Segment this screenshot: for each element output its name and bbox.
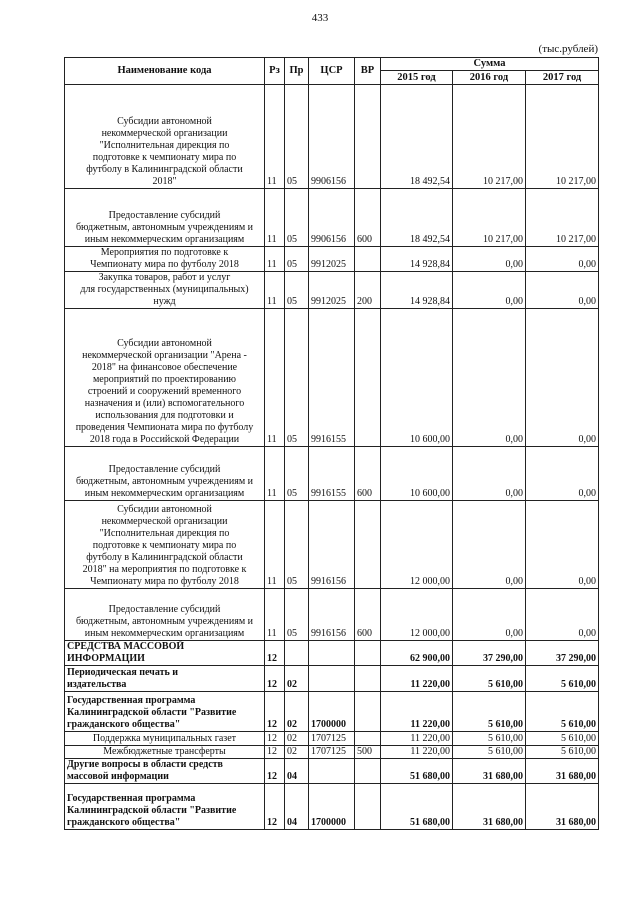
cell-rz: 12	[265, 641, 285, 666]
row-name	[65, 501, 265, 589]
cell-csr: 1707125	[309, 732, 355, 746]
table-row	[65, 189, 599, 247]
table-row	[65, 746, 599, 759]
row-name-line: некоммерческой организации "Арена -	[82, 350, 247, 361]
table-row	[65, 247, 599, 272]
row-name	[65, 784, 265, 830]
row-name-line: футболу в Калининградской области	[86, 164, 243, 175]
header-2016: 2016 год	[453, 71, 526, 85]
row-name-line: футболу в Калининградской области	[86, 552, 243, 563]
cell-y2017: 10 217,00	[526, 189, 599, 247]
cell-vr	[355, 501, 381, 589]
row-name-line: Закупка товаров, работ и услуг	[98, 272, 231, 283]
cell-pr: 02	[285, 746, 309, 759]
units-note: (тыс.рублей)	[538, 43, 598, 55]
row-name-line: Периодическая печать и	[67, 667, 179, 678]
cell-y2015: 11 220,00	[381, 746, 453, 759]
cell-pr: 05	[285, 85, 309, 189]
row-name-line: Чемпионату мира по футболу 2018	[90, 259, 239, 270]
cell-vr	[355, 732, 381, 746]
cell-y2017: 0,00	[526, 589, 599, 641]
cell-y2016: 5 610,00	[453, 732, 526, 746]
row-name	[65, 309, 265, 447]
cell-y2016: 0,00	[453, 447, 526, 501]
row-name-line: иным некоммерческим организациям	[84, 488, 245, 499]
row-name-line: мероприятий по проектированию	[92, 374, 237, 385]
cell-y2017: 0,00	[526, 447, 599, 501]
table-row	[65, 501, 599, 589]
row-name-line: ИНФОРМАЦИИ	[67, 653, 145, 664]
cell-pr	[285, 641, 309, 666]
row-name-line: некоммерческой организации	[101, 128, 228, 139]
cell-y2017: 0,00	[526, 272, 599, 309]
table-row	[65, 732, 599, 746]
cell-y2015: 18 492,54	[381, 189, 453, 247]
cell-y2017: 5 610,00	[526, 692, 599, 732]
cell-y2015: 14 928,84	[381, 247, 453, 272]
cell-y2015: 11 220,00	[381, 732, 453, 746]
cell-y2016: 0,00	[453, 309, 526, 447]
row-name-line: Государственная программа	[67, 695, 196, 706]
row-name-line: Субсидии автономной	[117, 116, 212, 127]
cell-csr: 9912025	[309, 272, 355, 309]
table-row	[65, 85, 599, 189]
row-name-line: Предоставление субсидий	[108, 604, 221, 615]
cell-pr: 02	[285, 732, 309, 746]
row-name-line: иным некоммерческим организациям	[84, 628, 245, 639]
header-vr: ВР	[355, 58, 381, 85]
row-name-line: Калининградской области "Развитие	[67, 707, 237, 718]
cell-rz: 11	[265, 189, 285, 247]
header-2015: 2015 год	[381, 71, 453, 85]
row-name-line: издательства	[67, 679, 127, 690]
cell-y2015: 62 900,00	[381, 641, 453, 666]
row-name-line: строений и сооружений временного	[87, 386, 242, 397]
header-name: Наименование кода	[65, 58, 265, 85]
row-name-line: подготовке к чемпионату мира по	[92, 540, 237, 551]
cell-csr: 9916155	[309, 447, 355, 501]
row-name-line: Мероприятия по подготовке к	[100, 247, 229, 258]
cell-pr: 02	[285, 666, 309, 692]
cell-rz: 11	[265, 247, 285, 272]
cell-pr: 05	[285, 589, 309, 641]
cell-vr	[355, 759, 381, 784]
cell-pr: 05	[285, 272, 309, 309]
row-name	[65, 746, 265, 759]
cell-rz: 12	[265, 784, 285, 830]
row-name-line: использования для подготовки и	[95, 410, 234, 421]
row-name-line: массовой информации	[67, 771, 169, 782]
cell-pr: 05	[285, 447, 309, 501]
cell-y2016: 10 217,00	[453, 85, 526, 189]
cell-y2016: 10 217,00	[453, 189, 526, 247]
cell-y2016: 5 610,00	[453, 746, 526, 759]
cell-vr	[355, 85, 381, 189]
cell-vr	[355, 784, 381, 830]
cell-csr: 9912025	[309, 247, 355, 272]
row-name-line: "Исполнительная дирекция по	[99, 140, 230, 151]
cell-pr: 05	[285, 189, 309, 247]
row-name-line: подготовке к чемпионату мира по	[92, 152, 237, 163]
table-row	[65, 759, 599, 784]
cell-y2015: 11 220,00	[381, 666, 453, 692]
cell-vr	[355, 309, 381, 447]
header-pr: Пр	[285, 58, 309, 85]
row-name	[65, 666, 265, 692]
row-name-line: Предоставление субсидий	[108, 210, 221, 221]
row-name-line: бюджетным, автономным учреждениям и	[75, 476, 254, 487]
cell-rz: 11	[265, 272, 285, 309]
cell-vr: 600	[355, 447, 381, 501]
cell-y2015: 14 928,84	[381, 272, 453, 309]
row-name-line: 2018" на финансовое обеспечение	[91, 362, 238, 373]
header-2017: 2017 год	[526, 71, 599, 85]
row-name-line: гражданского общества"	[67, 719, 181, 730]
row-name-line: Калининградской области "Развитие	[67, 805, 237, 816]
cell-vr	[355, 641, 381, 666]
row-name-line: гражданского общества"	[67, 817, 181, 828]
row-name-line: Чемпионату мира по футболу 2018	[90, 576, 239, 587]
cell-y2017: 31 680,00	[526, 759, 599, 784]
cell-y2016: 0,00	[453, 501, 526, 589]
cell-vr	[355, 692, 381, 732]
row-name	[65, 759, 265, 784]
table-row	[65, 641, 599, 666]
table-row	[65, 589, 599, 641]
row-name-line: Другие вопросы в области средств	[67, 759, 223, 770]
cell-pr: 04	[285, 759, 309, 784]
cell-csr: 9906156	[309, 189, 355, 247]
cell-y2015: 10 600,00	[381, 309, 453, 447]
table-row	[65, 692, 599, 732]
row-name-line: назначения и (или) вспомогательного	[84, 398, 245, 409]
cell-y2016: 0,00	[453, 272, 526, 309]
cell-y2015: 11 220,00	[381, 692, 453, 732]
row-name	[65, 85, 265, 189]
budget-table	[64, 57, 599, 830]
cell-y2017: 0,00	[526, 309, 599, 447]
cell-y2016: 5 610,00	[453, 666, 526, 692]
table-row	[65, 309, 599, 447]
cell-y2016: 0,00	[453, 589, 526, 641]
cell-y2015: 18 492,54	[381, 85, 453, 189]
cell-y2017: 5 610,00	[526, 666, 599, 692]
cell-y2017: 5 610,00	[526, 732, 599, 746]
header-sum: Сумма	[381, 58, 599, 71]
cell-csr	[309, 759, 355, 784]
cell-vr	[355, 666, 381, 692]
cell-y2015: 51 680,00	[381, 784, 453, 830]
cell-y2015: 51 680,00	[381, 759, 453, 784]
table-row	[65, 447, 599, 501]
cell-rz: 11	[265, 447, 285, 501]
cell-rz: 11	[265, 309, 285, 447]
cell-pr: 05	[285, 247, 309, 272]
row-name-line: 2018"	[152, 176, 177, 187]
cell-csr	[309, 666, 355, 692]
cell-csr: 9916156	[309, 589, 355, 641]
cell-pr: 05	[285, 309, 309, 447]
row-name-line: Субсидии автономной	[117, 338, 212, 349]
row-name	[65, 732, 265, 746]
table-row	[65, 666, 599, 692]
cell-csr	[309, 641, 355, 666]
header-csr: ЦСР	[309, 58, 355, 85]
row-name-line: 2018" на мероприятия по подготовке к	[82, 564, 247, 575]
row-name-line: иным некоммерческим организациям	[84, 234, 245, 245]
cell-y2017: 10 217,00	[526, 85, 599, 189]
row-name-line: Субсидии автономной	[117, 504, 212, 515]
cell-csr: 9906156	[309, 85, 355, 189]
row-name-line: Предоставление субсидий	[108, 464, 221, 475]
row-name	[65, 447, 265, 501]
page-number: 433	[311, 12, 329, 24]
cell-y2017: 0,00	[526, 247, 599, 272]
row-name-line: СРЕДСТВА МАССОВОЙ	[67, 641, 185, 652]
row-name-line: Государственная программа	[67, 793, 196, 804]
cell-rz: 11	[265, 589, 285, 641]
row-name	[65, 692, 265, 732]
cell-csr: 9916155	[309, 309, 355, 447]
cell-rz: 12	[265, 666, 285, 692]
cell-rz: 11	[265, 501, 285, 589]
cell-rz: 12	[265, 759, 285, 784]
row-name-line: 2018 года в Российской Федерации	[89, 434, 240, 445]
cell-csr: 1700000	[309, 692, 355, 732]
cell-y2016: 5 610,00	[453, 692, 526, 732]
cell-vr: 500	[355, 746, 381, 759]
row-name-line: для государственных (муниципальных)	[80, 284, 249, 295]
cell-y2017: 31 680,00	[526, 784, 599, 830]
cell-y2016: 31 680,00	[453, 759, 526, 784]
table-row	[65, 272, 599, 309]
row-name-line: Поддержка муниципальных газет	[92, 733, 237, 744]
cell-y2015: 10 600,00	[381, 447, 453, 501]
cell-y2015: 12 000,00	[381, 501, 453, 589]
cell-vr: 200	[355, 272, 381, 309]
row-name-line: Межбюджетные трансферты	[103, 746, 226, 757]
cell-y2016: 31 680,00	[453, 784, 526, 830]
row-name-line: бюджетным, автономным учреждениям и	[75, 616, 254, 627]
cell-csr: 1700000	[309, 784, 355, 830]
cell-csr: 9916156	[309, 501, 355, 589]
cell-pr: 02	[285, 692, 309, 732]
header-rz: Рз	[265, 58, 285, 85]
cell-vr: 600	[355, 589, 381, 641]
row-name-line: бюджетным, автономным учреждениям и	[75, 222, 254, 233]
cell-rz: 12	[265, 732, 285, 746]
table-row	[65, 784, 599, 830]
row-name-line: "Исполнительная дирекция по	[99, 528, 230, 539]
cell-vr	[355, 247, 381, 272]
cell-rz: 12	[265, 746, 285, 759]
row-name	[65, 189, 265, 247]
row-name	[65, 247, 265, 272]
row-name-line: проведения Чемпионата мира по футболу	[75, 422, 254, 433]
row-name	[65, 641, 265, 666]
cell-rz: 11	[265, 85, 285, 189]
cell-vr: 600	[355, 189, 381, 247]
row-name-line: некоммерческой организации	[101, 516, 228, 527]
cell-y2016: 0,00	[453, 247, 526, 272]
row-name	[65, 589, 265, 641]
row-name	[65, 272, 265, 309]
cell-y2017: 5 610,00	[526, 746, 599, 759]
budget-body	[65, 85, 599, 830]
row-name-line: нужд	[153, 296, 176, 307]
cell-y2015: 12 000,00	[381, 589, 453, 641]
cell-rz: 12	[265, 692, 285, 732]
cell-y2017: 37 290,00	[526, 641, 599, 666]
cell-y2016: 37 290,00	[453, 641, 526, 666]
cell-csr: 1707125	[309, 746, 355, 759]
cell-pr: 05	[285, 501, 309, 589]
cell-pr: 04	[285, 784, 309, 830]
cell-y2017: 0,00	[526, 501, 599, 589]
